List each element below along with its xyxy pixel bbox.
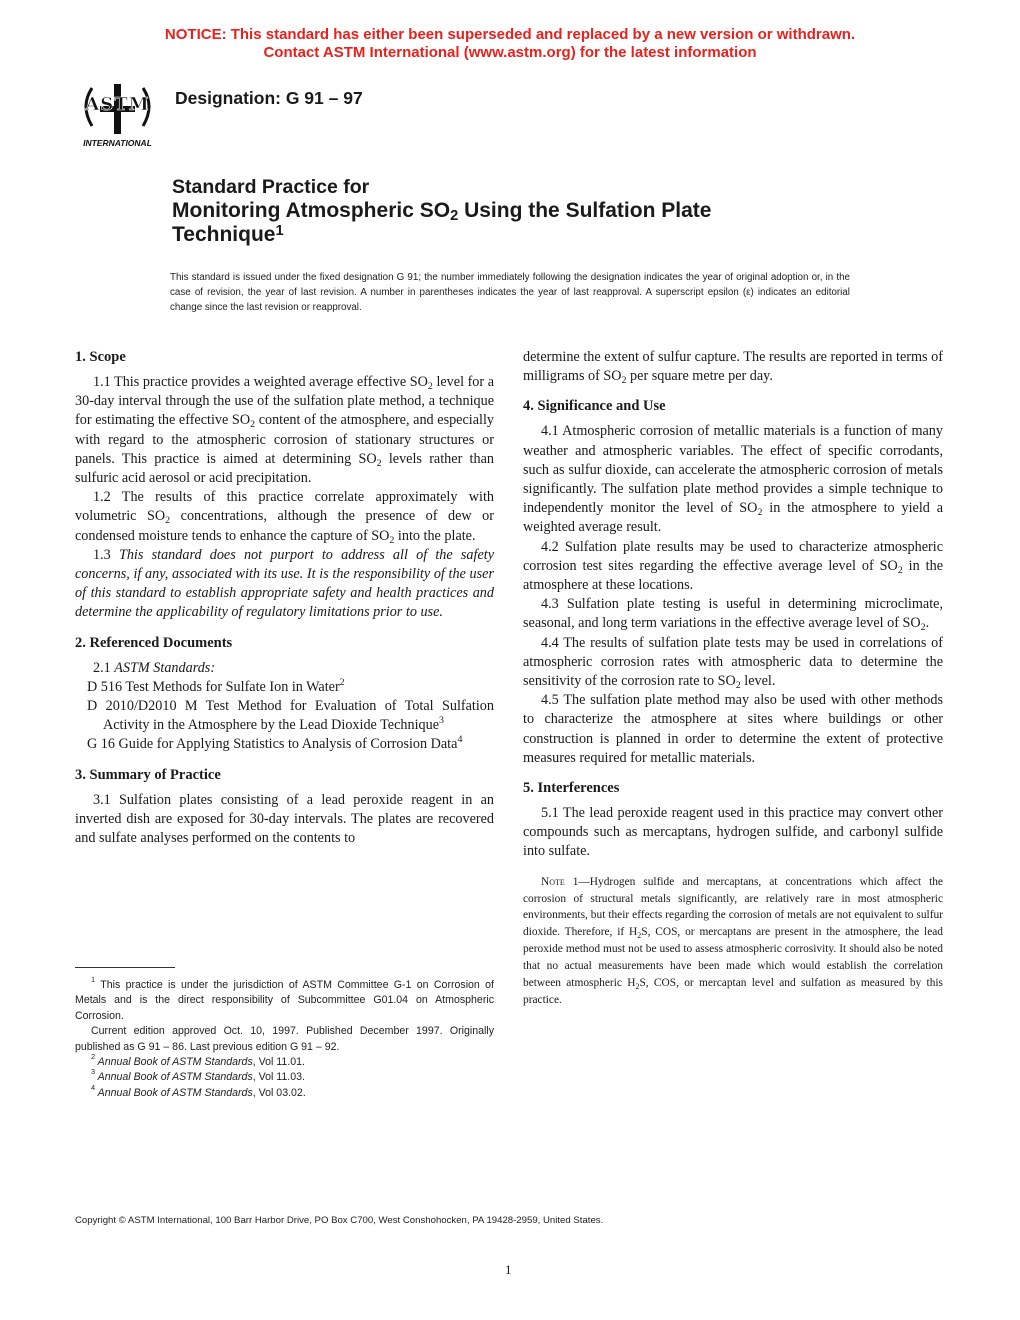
right-column [523, 348, 943, 1009]
paragraph-5-1: 5.1 The lead peroxide reagent used in this practice may convert other compounds such as mercaptans, hydrogen sulfide, and carbonyl sulfide into sulfate. [523, 805, 943, 860]
paragraph-1-2: 1.2 The results of this practice correlate approximately with volumetric $SO_2$ concentrations, although the presence of dew or condensed moisture tends to enhance the capture of $SO_2$ into the plate. [75, 489, 494, 546]
logo-text: ASTM [85, 94, 150, 115]
section-heading-referenced-documents: 2. Referenced Documents [75, 634, 233, 651]
left-column [75, 348, 494, 848]
section-heading-significance: 4. Significance and Use [523, 398, 666, 415]
title-line-2: Monitoring Atmospheric $SO_2$ Using the Sulfation Plate [172, 199, 712, 224]
paragraph-2-1: 2.1 ASTM Standards: [93, 659, 216, 676]
footnote-2: $^2$ Annual Book of ASTM Standards, Vol 11.01. [91, 1052, 305, 1069]
issuance-statement: This standard is issued under the fixed designation G 91; the number immediately following the designation indicates the year of original adoption or, in the case of revision, the year of last revision. A number in parentheses indicates the year of last reapproval. A superscript epsilon (ε) indicates an editorial change since the last revision or reapproval. [170, 272, 850, 313]
reference-d2010: D 2010/D2010 M Test Method for Evaluation of Total Sulfation Activity in the Atmosphere by the Lead Dioxide Technique$^3$ [87, 698, 494, 734]
note-1: Note 1—Hydrogen sulfide and mercaptans, at concentrations which affect the corrosion of structural metals significantly, are relatively rare in most atmospheric environments, but their effects regarding the corrosion of metals are not equivalent to sulfur dioxide. Therefore, if $H_2S$, COS, or mercaptans are present in the atmosphere, the lead peroxide method must not be used to assess atmospheric corrosivity. It should also be noted that no actual measurements have been made which would establish the correlation between atmospheric $H_2S$, COS, or mercaptan level and sulfation as measured by this practice. [523, 875, 943, 1007]
footnote-4: $^4$ Annual Book of ASTM Standards, Vol 03.02. [91, 1082, 306, 1099]
paragraph-4-4: 4.4 The results of sulfation plate tests may be used in correlations of atmospheric corrosion rates with atmospheric data to determine the sensitivity of the corrosion rate to $SO_2$ level. [523, 634, 943, 692]
title-line-1: Standard Practice for [172, 176, 370, 198]
copyright: Copyright © ASTM International, 100 Barr Harbor Drive, PO Box C700, West Conshohocken, PA 19428-2959, United States. [75, 1215, 604, 1226]
footnote-1-edition: Current edition approved Oct. 10, 1997. Published December 1997. Originally published as G 91 – 86. Last previous edition G 91 – 92. [75, 1025, 494, 1053]
paragraph-1-1: 1.1 This practice provides a weighted average effective $SO_2$ level for a 30-day interval through the use of the sulfation plate method, a technique for estimating the effective $SO_2$ content of the atmosphere, and especially with regard to the atmospheric corrosion of stationary structures or panels. This practice is aimed at determining $SO_2$ levels rather than sulfuric acid aerosol or acid precipitation. [75, 374, 494, 487]
paragraph-3-1: 3.1 Sulfation plates consisting of a lead peroxide reagent in an inverted dish are exposed for 30-day intervals. The plates are recovered and sulfate analyses performed on the contents to [75, 791, 494, 847]
withdrawal-notice [0, 26, 1020, 62]
paragraph-3-1-continued: determine the extent of sulfur capture. The results are reported in terms of milligrams of $SO_2$ per square metre per day. [523, 349, 943, 387]
title-line-3: Technique$^1$ [172, 223, 284, 246]
notice-line-1: NOTICE: This standard has either been superseded and replaced by a new version or withdrawn. [164, 26, 856, 43]
section-heading-summary: 3. Summary of Practice [75, 766, 221, 783]
paragraph-4-2: 4.2 Sulfation plate results may be used to characterize atmospheric corrosion test sites regarding the effective average level of $SO_2$ in the atmosphere at these locations. [523, 538, 944, 594]
reference-g16: G 16 Guide for Applying Statistics to Analysis of Corrosion Data$^4$ [87, 734, 463, 753]
footnote-divider [75, 967, 175, 968]
section-heading-interferences: 5. Interferences [523, 780, 620, 797]
paragraph-4-5: 4.5 The sulfation plate method may also be used with other methods to characterize the atmosphere at sites where buildings or other construction is planned in order to determine the extent of protective measures required for metallic materials. [523, 692, 943, 766]
notice-line-2: Contact ASTM International (www.astm.org) for the latest information [263, 44, 757, 61]
paragraph-4-3: 4.3 Sulfation plate testing is useful in determining microclimate, seasonal, and long term variations in the effective average level of $SO_2$. [523, 596, 943, 634]
footnotes [75, 975, 494, 1101]
reference-d516: D 516 Test Methods for Sulfate Ion in Water$^2$ [87, 676, 345, 695]
document-title [172, 175, 932, 247]
footnote-3: $^3$ Annual Book of ASTM Standards, Vol 11.03. [91, 1067, 305, 1084]
paragraph-4-1: 4.1 Atmospheric corrosion of metallic materials is a function of many weather and atmospheric variables. The effect of specific corrodants, such as sulfur dioxide, can accelerate the atmospheric corrosion of metals significantly. The sulfation plate method provides a simple technique to independently monitor the level of $SO_2$ in the atmosphere to yield a weighted average result. [523, 423, 944, 536]
paragraph-1-3: 1.3 This standard does not purport to address all of the safety concerns, if any, associated with its use. It is the responsibility of the user of this standard to establish appropriate safety and health practices and determine the applicability of regulatory limitations prior to use. [75, 546, 494, 621]
designation: Designation: G 91 – 97 [175, 88, 363, 108]
page-number: 1 [505, 1262, 512, 1277]
astm-logo [70, 76, 165, 148]
section-heading-scope: 1. Scope [75, 349, 126, 365]
logo-subtext: INTERNATIONAL [83, 138, 152, 148]
footnote-1: $^1$ This practice is under the jurisdiction of ASTM Committee G-1 on Corrosion of Metals and is the direct responsibility of Subcommittee G01.04 on Atmospheric Corrosion. [75, 975, 494, 1022]
